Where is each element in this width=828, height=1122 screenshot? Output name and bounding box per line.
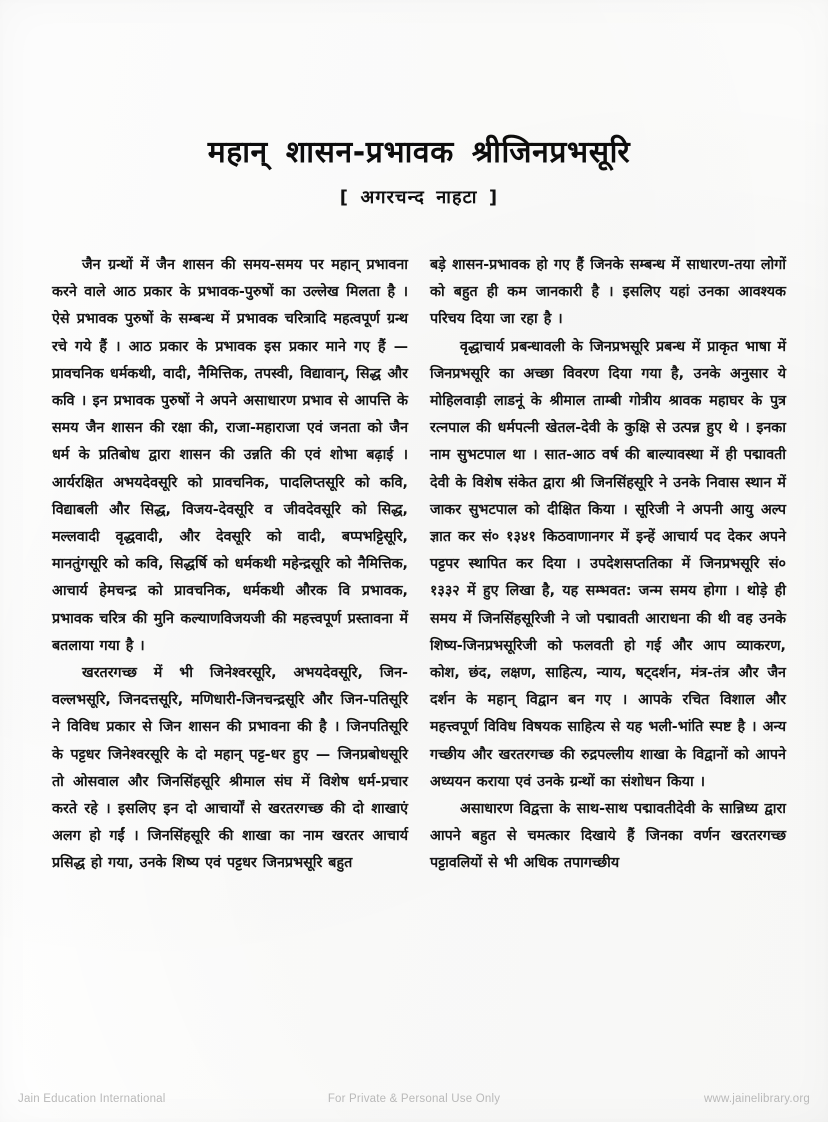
paragraph: खरतरगच्छ में भी जिनेश्वरसूरि, अभयदेवसूरि, जिन-वल्लभसूरि, जिनदत्तसूरि, मणिधारी-जिनचन्द्रसूरि और जिन-पतिसूरि ने विविध प्रकार से जिन शासन की प्रभावना की है । जिनपतिसूरि के पट्टधर जिनेश्वरसूरि के दो महान् पट्ट-धर हुए — जिनप्रबोधसूरि तो ओसवाल और जिनसिंहसूरि श्रीमाल संघ में विशेष धर्म-प्रचार करते रहे । इसलिए इन दो आचार्यों से खरतरगच्छ की दो शाखाएं अलग हो गईं । जिनसिंहसूरि की शाखा का नाम खरतर आचार्य प्रसिद्ध हो गया, उनके शिष्य एवं पट्टधर जिनप्रभसूरि बहुत: [52, 665, 408, 872]
page-content: [52, 0, 786, 1122]
paragraph: जैन ग्रन्थों में जैन शासन की समय-समय पर महान् प्रभावना करने वाले आठ प्रकार के प्रभावक-पुरुषों का उल्लेख मिलता है । ऐसे प्रभावक पुरुषों के सम्बन्ध में प्रभावक चरित्रादि महत्वपूर्ण ग्रन्थ रचे गये हैं । आठ प्रकार के प्रभावक इस प्रकार माने गए हैं — प्रावचनिक धर्मकथी, वादी, नैमित्तिक, तपस्वी, विद्यावान्, सिद्ध और कवि । इन प्रभावक पुरुषों ने अपने असाधारण प्रभाव से आपत्ति के समय जैन शासन की रक्षा की, राजा-महाराजा एवं जनता को जैन धर्म के प्रतिबोध द्वारा शासन की उन्नति की एवं शोभा बढ़ाई । आर्यरक्षित अभयदेवसूरि को प्रावचनिक, पादलिप्तसूरि को कवि, विद्याबली और सिद्ध, विजय-देवसूरि व जीवदेवसूरि को सिद्ध, मल्लवादी वृद्धवादी, और देवसूरि को वादी, बप्पभट्टिसूरि, मानतुंगसूरि को कवि, सिद्धर्षि को धर्मकथी महेन्द्रसूरि को नैमित्तिक, आचार्य हेमचन्द्र को प्रावचनिक, धर्मकथी औरक वि प्रभावक, प्रभावक चरित्र की मुनि कल्याणविजयजी की महत्त्वपूर्ण प्रस्तावना में बतलाया गया है ।: [52, 257, 408, 654]
page-footer: [0, 1076, 828, 1122]
footer-usage-notice: For Private & Personal Use Only: [327, 1093, 501, 1105]
author-byline: [ अगरचन्द नाहटा ]: [339, 186, 499, 208]
heading-block: [52, 136, 786, 209]
footer-website-link[interactable]: www.jainelibrary.org: [703, 1093, 810, 1105]
left-column: [52, 252, 408, 878]
paragraph: बड़े शासन-प्रभावक हो गए हैं जिनके सम्बन्ध में साधारण-तया लोगों को बहुत ही कम जानकारी है । इसलिए यहां उनका आवश्यक परिचय दिया जा रहा है ।: [430, 257, 786, 328]
page-title: महान् शासन-प्रभावक श्रीजिनप्रभसूरि: [207, 135, 631, 170]
paragraph: वृद्धाचार्य प्रबन्धावली के जिनप्रभसूरि प्रबन्ध में प्राकृत भाषा में जिनप्रभसूरि का अच्छा विवरण दिया गया है, उनके अनुसार ये मोहिलवाड़ी लाडनूं के श्रीमाल ताम्बी गोत्रीय श्रावक महाघर के पुत्र रत्नपाल की धर्मपत्नी खेतल-देवी के कुक्षि से उत्पन्न हुए थे । इनका नाम सुभटपाल था । सात-आठ वर्ष की बाल्यावस्था में ही पद्मावती देवी के विशेष संकेत द्वारा श्री जिनसिंहसूरि ने उनके निवास स्थान में जाकर सुभटपाल को दीक्षित किया । सूरिजी ने अपनी आयु अल्प ज्ञात कर सं० १३४१ किठवाणानगर में इन्हें आचार्य पद देकर अपने पट्टपर स्थापित कर दिया । उपदेशसप्ततिका में जिनप्रभसूरि सं० १३३२ में हुए लिखा है, यह सम्भवत: जन्म समय होगा । थोड़े ही समय में जिनसिंहसूरिजी ने जो पद्मावती आराधना की थी वह उनके शिष्य-जिनप्रभसूरिजी को फलवती हो गई और आप व्याकरण, कोश, छंद, लक्षण, साहित्य, न्याय, षट्दर्शन, मंत्र-तंत्र और जैन दर्शन के महान् विद्वान बन गए । आपके रचित विशाल और महत्त्वपूर्ण विविध विषयक साहित्य से यह भली-भांति स्पष्ट है । अन्य गच्छीय और खरतरगच्छ की रुद्रपल्लीय शाखा के विद्वानों को आपने अध्ययन कराया एवं उनके ग्रन्थों का संशोधन किया ।: [430, 338, 786, 790]
footer-organization: Jain Education International: [18, 1093, 166, 1105]
paragraph: असाधारण विद्वत्ता के साथ-साथ पद्मावतीदेवी के सान्निध्य द्वारा आपने बहुत से चमत्कार दिखाये हैं जिनका वर्णन खरतरगच्छ पट्टावलियों से भी अधिक तपागच्छीय: [430, 801, 786, 872]
right-column: [430, 252, 786, 878]
two-column-body: [52, 252, 786, 878]
